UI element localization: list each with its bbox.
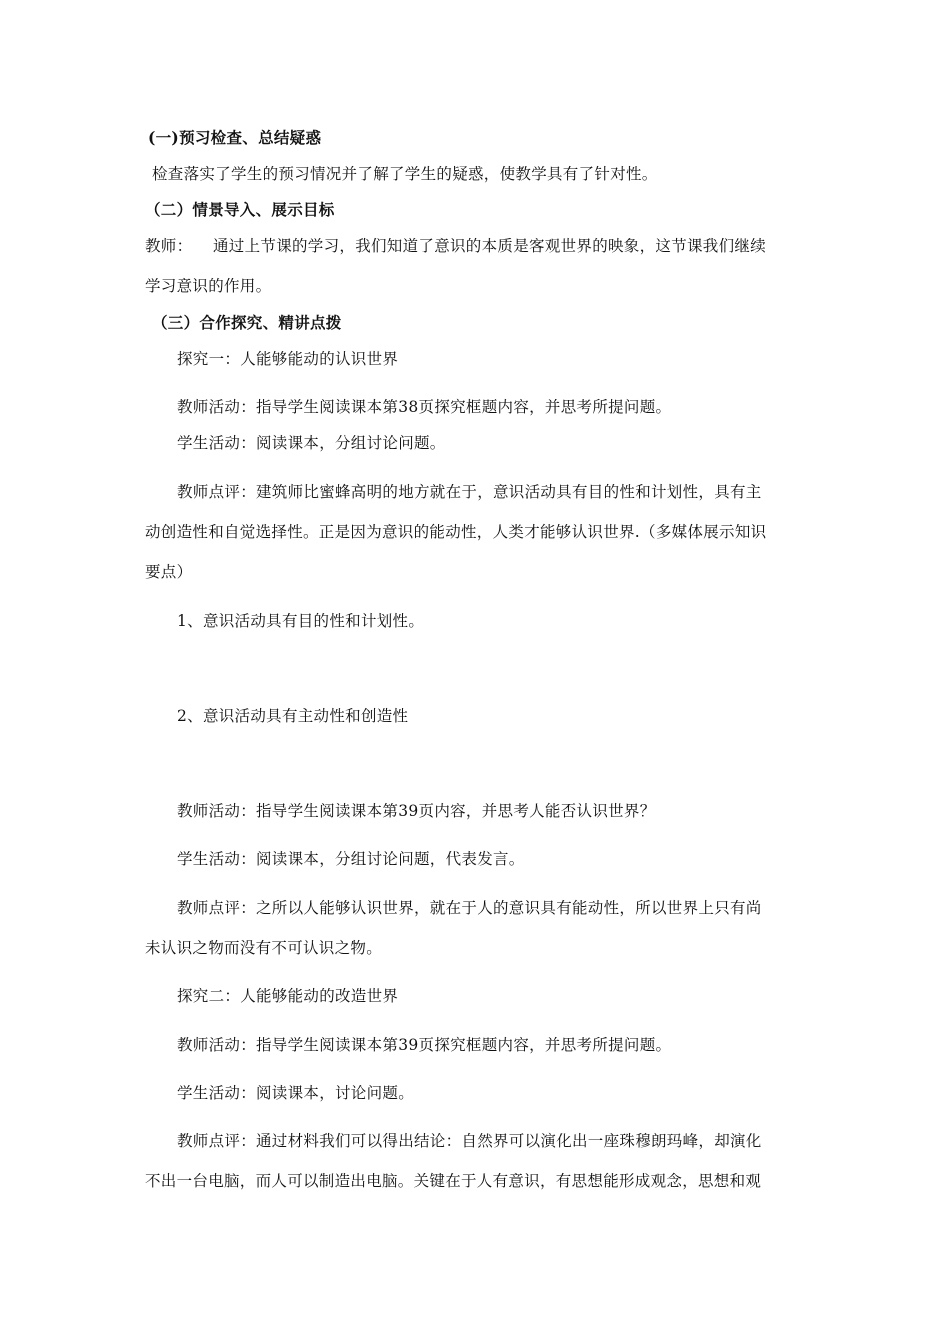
paragraph-teacher-intro-line2: 学习意识的作用。	[145, 277, 272, 295]
explore1-teacher-activity: 教师活动：指导学生阅读课本第38页探究框题内容，并思考所提问题。	[177, 398, 672, 416]
section-heading-scenario-intro: （二）情景导入、展示目标	[145, 200, 335, 219]
explore1-title: 探究一：人能够能动的认识世界	[177, 350, 399, 368]
explore1-comment-line1: 教师点评：建筑师比蜜蜂高明的地方就在于，意识活动具有目的性和计划性，具有主	[177, 483, 762, 501]
explore1-comment-line2: 动创造性和自觉选择性。正是因为意识的能动性，人类才能够认识世界.（多媒体展示知识	[145, 523, 767, 541]
explore2-comment-line2: 不出一台电脑，而人可以制造出电脑。关键在于人有意识，有思想能形成观念，思想和观	[145, 1172, 762, 1190]
explore2-title: 探究二：人能够能动的改造世界	[177, 987, 399, 1005]
explore2-comment-line1: 教师点评：通过材料我们可以得出结论：自然界可以演化出一座珠穆朗玛峰，却演化	[177, 1132, 762, 1150]
explore1-comment-line3: 要点）	[145, 563, 193, 581]
section-heading-cooperative-explore: （三）合作探究、精讲点拨	[152, 313, 342, 332]
explore2-student-activity: 学生活动：阅读课本，讨论问题。	[177, 1084, 415, 1102]
paragraph-preview-check: 检查落实了学生的预习情况并了解了学生的疑惑，使教学具有了针对性。	[152, 165, 658, 183]
explore1-student-activity: 学生活动：阅读课本，分组讨论问题。	[177, 434, 446, 452]
explore1-comment2-line1: 教师点评：之所以人能够认识世界，就在于人的意识具有能动性，所以世界上只有尚	[177, 899, 762, 917]
knowledge-point-1: 1、意识活动具有目的性和计划性。	[177, 612, 425, 630]
knowledge-point-2: 2、意识活动具有主动性和创造性	[177, 707, 409, 725]
explore1-teacher-activity-2: 教师活动：指导学生阅读课本第39页内容，并思考人能否认识世界？	[177, 802, 656, 820]
teacher-label: 教师：	[145, 237, 193, 255]
section-heading-preview-check: (一)预习检查、总结疑惑	[148, 128, 322, 147]
explore1-comment2-line2: 未认识之物而没有不可认识之物。	[145, 939, 383, 957]
explore2-teacher-activity: 教师活动：指导学生阅读课本第39页探究框题内容，并思考所提问题。	[177, 1036, 672, 1054]
paragraph-teacher-intro-line1: 通过上节课的学习，我们知道了意识的本质是客观世界的映象，这节课我们继续	[213, 237, 767, 255]
explore1-student-activity-2: 学生活动：阅读课本，分组讨论问题，代表发言。	[177, 850, 525, 868]
